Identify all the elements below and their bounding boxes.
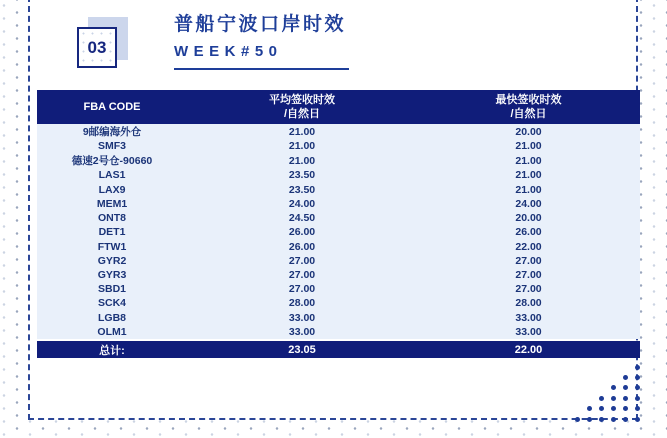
decorative-dot <box>611 396 616 401</box>
cell-fastest: 27.00 <box>515 283 542 296</box>
cell-fba-code: GYR3 <box>97 268 127 281</box>
cell-fastest: 27.00 <box>515 268 542 281</box>
cell-fba-code: LGB8 <box>97 311 126 324</box>
cell-fastest: 24.00 <box>515 197 542 210</box>
cell-average: 33.00 <box>288 325 316 338</box>
table-row <box>37 139 640 153</box>
decorative-dot <box>599 396 604 401</box>
cell-fastest: 21.00 <box>515 169 542 182</box>
table-row <box>37 197 640 211</box>
cell-fastest: 33.00 <box>515 325 542 338</box>
cell-fba-code: 德速2号仓-90660 <box>71 155 153 168</box>
decorative-dot <box>611 406 616 411</box>
cell-fba-code: 9邮编海外仓 <box>82 126 142 138</box>
cell-fastest: 20.00 <box>515 212 542 225</box>
cell-fba-code: OLM1 <box>97 325 127 338</box>
table-header-row <box>37 90 640 124</box>
table-row <box>37 182 640 196</box>
cell-fba-code: DET1 <box>98 226 126 239</box>
decorative-dot <box>635 365 640 370</box>
cell-average: 21.00 <box>288 154 316 167</box>
cell-fba-code: SMF3 <box>97 140 126 153</box>
cell-average: 26.00 <box>288 240 316 253</box>
decorative-dot <box>623 406 628 411</box>
cell-fastest: 26.00 <box>515 226 542 239</box>
decorative-dot <box>611 385 616 390</box>
cell-average: 23.50 <box>288 169 316 182</box>
section-number: 03 <box>87 37 107 57</box>
decorative-dot <box>635 417 640 422</box>
table-row <box>37 325 640 339</box>
table-row <box>37 153 640 168</box>
cell-fba-code: LAX9 <box>98 183 126 196</box>
cell-fastest: 27.00 <box>515 254 542 267</box>
decorative-dot <box>611 417 616 422</box>
cell-average: 33.00 <box>288 311 316 324</box>
decorative-dot <box>587 417 592 422</box>
cell-fastest: 28.00 <box>515 297 542 310</box>
cell-average: 24.00 <box>288 197 316 210</box>
cell-fastest: 21.00 <box>515 154 542 167</box>
timeliness-table <box>37 90 640 358</box>
cell-fba-code: GYR2 <box>97 254 127 267</box>
page-title: 普船宁波口岸时效 <box>174 14 347 35</box>
cell-fba-code: SCK4 <box>97 297 126 310</box>
col-header-fastest <box>417 93 640 122</box>
cell-fastest: 21.00 <box>515 183 542 196</box>
table-row <box>37 254 640 268</box>
cell-fba-code: LAS1 <box>98 169 126 182</box>
table-total-row <box>37 341 640 358</box>
decorative-dot <box>599 406 604 411</box>
decorative-dot <box>635 396 640 401</box>
col-header-fastest-line2: /自然日 <box>510 108 547 120</box>
decorative-dot <box>635 375 640 380</box>
title-block <box>174 12 349 70</box>
table-row <box>37 296 640 310</box>
cell-average: 27.00 <box>288 254 316 267</box>
table-row <box>37 124 640 139</box>
cell-fastest: 22.00 <box>515 240 542 253</box>
cell-fba-code: MEM1 <box>96 197 128 210</box>
page-week-label: WEEK#50 <box>174 42 283 60</box>
table-row <box>37 211 640 225</box>
cell-fba-code: SBD1 <box>97 283 126 296</box>
decorative-dot <box>623 396 628 401</box>
table-row <box>37 311 640 325</box>
decorative-dot <box>623 417 628 422</box>
cell-average: 21.00 <box>288 140 316 153</box>
col-header-average-line2: /自然日 <box>283 108 321 120</box>
decorative-dot <box>623 375 628 380</box>
total-average-value: 23.05 <box>288 343 316 356</box>
decorative-dot <box>575 417 580 422</box>
table-row <box>37 239 640 253</box>
table-row <box>37 225 640 239</box>
cell-average: 28.00 <box>288 297 316 310</box>
total-label: 总计: <box>99 344 125 357</box>
cell-average: 23.50 <box>288 183 316 196</box>
table-body <box>37 124 640 339</box>
decorative-dot <box>635 385 640 390</box>
cell-average: 26.00 <box>288 226 316 239</box>
col-header-average-line1: 平均签收时效 <box>269 93 335 106</box>
section-number-badge <box>77 27 117 68</box>
cell-average: 27.00 <box>288 268 316 281</box>
cell-fastest: 21.00 <box>515 140 542 153</box>
title-underline <box>174 68 349 70</box>
col-header-fba-code-label: FBA CODE <box>83 100 141 113</box>
cell-fba-code: FTW1 <box>97 240 127 253</box>
decorative-dot <box>635 406 640 411</box>
table-row <box>37 282 640 296</box>
total-fastest-value: 22.00 <box>514 343 543 356</box>
cell-fastest: 33.00 <box>515 311 542 324</box>
col-header-fba-code <box>37 100 187 114</box>
col-header-average <box>187 93 417 122</box>
cell-average: 27.00 <box>288 283 316 296</box>
content-panel <box>28 0 638 420</box>
decorative-dot <box>599 417 604 422</box>
cell-average: 24.50 <box>288 212 316 225</box>
decorative-dot <box>623 385 628 390</box>
cell-fba-code: ONT8 <box>97 212 126 225</box>
decorative-dot <box>587 406 592 411</box>
cell-average: 21.00 <box>288 125 316 138</box>
col-header-fastest-line1: 最快签收时效 <box>495 93 562 106</box>
cell-fastest: 20.00 <box>515 125 542 138</box>
table-row <box>37 268 640 282</box>
table-row <box>37 168 640 182</box>
